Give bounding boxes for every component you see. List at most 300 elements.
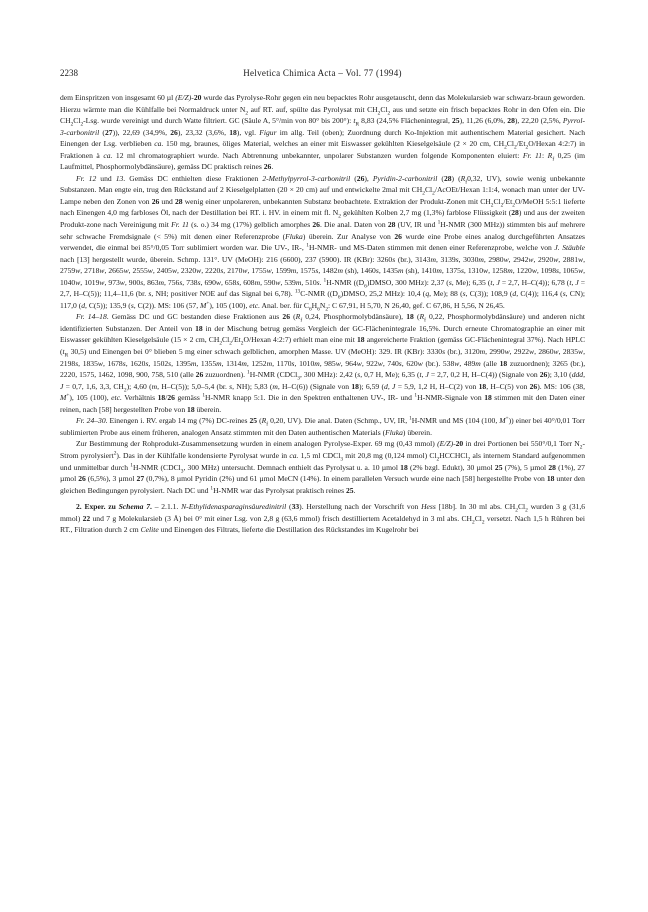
text-run: 26 [151, 196, 160, 206]
text-run: O/Hexan 4:2:7) in Fraktionen à [60, 139, 585, 160]
text-run: 2 [245, 110, 249, 117]
text-run: 18 [195, 323, 203, 333]
paragraph [60, 92, 585, 173]
text-run: ( [413, 312, 420, 322]
text-run: , 922 [361, 358, 378, 368]
text-run: 26 [312, 220, 320, 230]
text-run: Cl [380, 104, 388, 114]
text-run: 2 [240, 341, 244, 347]
text-run: , C(4)); 116,4 ( [516, 289, 563, 299]
text-run: – 2.1.1. [151, 502, 182, 512]
text-run: H-NMR- und MS-Daten stimmen mit denen einer Referenzprobe, welche von [308, 243, 555, 253]
text-run: 26 [282, 312, 290, 322]
text-run: / [165, 393, 168, 403]
text-run: , 1065 [558, 266, 579, 276]
text-run: , 973 [104, 277, 120, 287]
text-run: Fr. 24–30 [76, 416, 106, 426]
text-run: + [66, 392, 70, 399]
text-run: s [562, 289, 566, 299]
paragraph [60, 173, 585, 312]
text-run: 2 [80, 121, 84, 128]
running-title: Helvetica Chimica Acta – Vol. 77 (1994) [243, 68, 402, 78]
text-run: 2 [123, 387, 127, 394]
text-run: 20 [455, 439, 464, 449]
text-run: . [353, 485, 356, 495]
text-run: (0,7%), 8 µmol Pyridin (2%) und 61 µmol MeCN (14%). In einem parallelen Versuch wurde eine nach [58] hergestellte Probe von [144, 474, 547, 484]
text-run: w [528, 254, 534, 264]
text-run: gemäss [174, 393, 203, 403]
text-run: H-NMR (300 MHz)) stimmten bis auf mehrere sehr schwache Fremdsignale (< 5%) mit denen einer Referenzprobe ( [60, 220, 585, 241]
text-run: Fluka [285, 231, 303, 241]
text-run: R [261, 416, 267, 426]
text-run: , 756 [163, 277, 180, 287]
text-run: w [171, 266, 178, 276]
text-run: 18 [406, 312, 414, 322]
text-run: /Et [231, 335, 241, 345]
text-run: , 0,7 H, Me); 6,35 ( [360, 370, 420, 380]
text-run: 28 [511, 208, 519, 218]
text-run: w [99, 266, 105, 276]
text-run: Fr. 14–18 [76, 312, 107, 322]
text-run: 1 [130, 461, 133, 468]
text-run: 1 [437, 219, 441, 226]
text-run: 2 [387, 110, 391, 117]
text-run: 33 [291, 502, 300, 512]
text-run: 13 [294, 288, 301, 295]
text-run: s [398, 358, 402, 368]
text-run: 28 [443, 173, 452, 183]
text-run: und 7 g Molekularsieb (3 Å) bei 0° mit einer Lsg. von 2,8 g (63,6 mmol) frisch destilliertem Acetaldehyd in 3 ml abs. CH [90, 513, 473, 523]
text-run: /Et [503, 196, 513, 206]
text-run: . Gemäss DC und GC bestanden diese Fraktionen aus [106, 312, 283, 322]
text-run: s [236, 277, 240, 287]
text-run: 18 [484, 393, 492, 403]
text-run: Fr. 12 [76, 173, 97, 183]
text-run: - [453, 439, 456, 449]
text-run: s [460, 266, 464, 276]
text-run: s [291, 358, 295, 368]
text-run: auf RT. auf, spülte das Pyrolysat mit CH [248, 104, 378, 114]
text-run: 25 [249, 416, 258, 426]
text-run: s [145, 358, 149, 368]
text-run: 26 [356, 173, 365, 183]
text-run: 0,25 (im Laufmittel, Phosphormolybdänsäure), gemäss DC praktisch reines [60, 150, 585, 172]
text-run: , 2920 [533, 254, 554, 264]
text-run: , 658 [220, 277, 237, 287]
text-run: (br.). 538 [422, 358, 455, 368]
text-run: J [425, 370, 429, 380]
text-run: und Einengen des Filtrats, lieferte die Destillation des Rückstandes im Kugelrohr bei [158, 525, 419, 535]
text-run: (1%), 27 µmol [60, 462, 585, 484]
text-run: , 3139 [435, 254, 456, 264]
text-run: , 1314 [221, 358, 242, 368]
text-run: 2 [338, 213, 341, 220]
text-run: H-NMR-Signale von [417, 393, 485, 403]
text-run: w [417, 358, 423, 368]
text-run: , 1482 [318, 266, 338, 276]
text-run: , [571, 277, 576, 287]
text-run: , 1170 [272, 358, 292, 368]
text-run: 6 [308, 306, 312, 313]
text-run: ), 22,20 (2,5%, [514, 116, 563, 126]
text-run: ); 3,10 ( [547, 370, 572, 380]
text-run: , 3030 [458, 254, 479, 264]
text-run: t [569, 277, 572, 287]
text-run: , 2759 [60, 254, 586, 276]
text-run: 25 [451, 116, 460, 126]
text-run: m [475, 358, 481, 368]
text-run: s [168, 358, 172, 368]
text-run: 2 [113, 450, 117, 457]
text-run: C-NMR ((D [300, 289, 338, 299]
text-run: w [531, 266, 537, 276]
text-run: , H–C(5) von [486, 381, 530, 391]
text-run: m [254, 277, 261, 287]
paragraph [60, 311, 585, 415]
text-run: s [375, 266, 379, 276]
text-run: R [64, 352, 69, 359]
text-run: w [275, 277, 281, 287]
text-run: w [578, 266, 584, 276]
text-run: m [436, 266, 442, 276]
text-run: m [397, 266, 404, 276]
text-run: H-NMR knapp 5:1. Die in den Spektren enthaltenen UV-, IR- und [205, 393, 415, 403]
text-run: [18b]. In 30 ml abs. CH [435, 502, 516, 512]
text-run: , [583, 370, 585, 380]
text-run: s [229, 381, 233, 391]
text-run: wurde eine Probe eines analog durchgeführten Ansatzes verwendet, die einmal bei 85°/0,05 Torr sublimiert worden war. Die UV-, IR-, [60, 231, 585, 253]
text-run: (br.), 3120 [445, 347, 480, 357]
text-run: )DMSO, 300 MHz): 2,37 ( [366, 277, 449, 287]
text-run: m [272, 381, 278, 391]
text-run: , 1220 [512, 266, 532, 276]
text-run: Verhältnis [121, 393, 158, 403]
text-run: ( [286, 502, 292, 512]
text-run: 26 [394, 231, 402, 241]
text-run: 18 [478, 381, 487, 391]
text-run: , 1258 [488, 266, 508, 276]
text-run: , 1502 [148, 358, 169, 368]
text-run: w [504, 347, 510, 357]
text-run: , 690 [200, 277, 216, 287]
text-run: , 2320 [177, 266, 197, 276]
text-run: , 738 [182, 277, 198, 287]
text-run: w [553, 347, 559, 357]
text-run: w [75, 266, 81, 276]
text-run: (E/Z) [175, 93, 192, 102]
text-run: , 1355 [196, 358, 217, 368]
text-run: 28 [507, 116, 515, 126]
text-run: ( [290, 312, 296, 322]
text-run: H [311, 300, 318, 310]
text-run: w [99, 277, 105, 287]
text-run: ) ( [451, 173, 461, 183]
text-run: s [315, 266, 319, 276]
text-run: , 1252 [246, 358, 267, 368]
text-run: s [130, 300, 134, 310]
text-run: = 2,7, H–C(4)); 6,78 ( [499, 277, 570, 287]
text-run: -Strom pyrolysiert [60, 439, 585, 460]
text-run: t [353, 116, 356, 126]
text-run: ca. [154, 139, 164, 149]
text-run: d [81, 300, 86, 310]
text-run: . Gemäss DC enthielten diese Fraktionen [123, 173, 263, 183]
text-run: . [150, 502, 152, 512]
text-run: ), vgl. [236, 127, 260, 137]
text-run: überein. [194, 404, 222, 414]
text-run: 18 [400, 462, 408, 472]
text-run: , 2922 [509, 347, 530, 357]
text-run: , 1678 [102, 358, 123, 368]
text-run: ), 23,32 (3,6%, [177, 127, 230, 137]
text-run: 13 [115, 173, 124, 183]
text-run: m [216, 358, 222, 368]
text-run: 1,5 ml CDCl [298, 450, 341, 460]
text-run: 3 [297, 375, 300, 382]
text-run: w [529, 347, 535, 357]
page-header [60, 66, 585, 80]
text-run: 2 [504, 144, 507, 151]
text-run: wurde das Pyrolyse-Rohr gegen ein neu bepacktes Rohr ausgetauscht, denn das Molekularsieb war schwarz-braun geworden. Hierzu wärmte man die Kühlfalle bei Normaldruck unter N [60, 93, 586, 114]
text-run: , 740 [382, 358, 399, 368]
text-run: , 608 [239, 277, 255, 287]
text-run: 26 [195, 370, 204, 380]
text-run: wenig einer unpolareren, unbekannten Substanz beobachtete. Extraktion der Produkt-Zonen mit CH [182, 196, 491, 206]
text-run: , 2990 [485, 347, 505, 357]
text-run: Cl [517, 502, 526, 512]
text-run: : C 67,91, H 5,70, N 26,40, gef. C 67,86, H 5,56, N 26,45. [328, 300, 505, 310]
text-run: w [147, 266, 153, 276]
text-run: s [179, 277, 183, 287]
text-run: 150 mg, braunes, öliges Material, welches an einer mit Eiswasser gekühlten Kieselgelsäule (2 × 20 cm, CH [163, 139, 505, 149]
text-run: 0,32, UV), sowie wenig unbekannte Substanzen. Man engte ein, trug den Rückstand auf 2 Kieselgelplatten (20 × 20 cm) auf und entwickelte 2mal mit CH [60, 173, 586, 195]
text-run: m [290, 266, 297, 276]
text-run: , 300 MHz): 2,42 ( [300, 370, 358, 380]
text-run: 8,83 (24,5% Flächenintegral, [359, 116, 452, 126]
text-run: M [499, 416, 506, 426]
text-run: w [335, 358, 341, 368]
text-run: m [190, 358, 197, 368]
text-run: , CN); 117,0 ( [60, 289, 585, 310]
text-run: ). MS: 106 (38, [537, 381, 586, 391]
text-run: s [148, 289, 152, 299]
text-run: 3 [340, 456, 344, 463]
text-run: w [483, 266, 489, 276]
text-run: , 1040 [60, 266, 586, 287]
text-run: , 2942 [508, 254, 529, 264]
text-run: 18 [187, 404, 195, 414]
text-run: w [377, 358, 383, 368]
text-run: = 5,9, 1,2 H, H–C(2) von [395, 381, 479, 391]
text-run: J [60, 381, 64, 391]
text-run: w [242, 266, 248, 276]
text-run: 2. Exper. zu [76, 502, 119, 512]
text-run: M [200, 300, 207, 310]
text-run: 2-Methylpyrrol-3-carbonitril [262, 173, 351, 183]
text-run: Cl [493, 196, 501, 206]
text-run: J [575, 277, 579, 287]
text-run: , C(3)); 108,9 ( [465, 289, 513, 299]
paragraph [60, 415, 585, 438]
text-run: w [97, 358, 103, 368]
text-run: ( [257, 416, 262, 426]
text-run: 26 [78, 474, 86, 484]
text-run: s [316, 277, 320, 287]
text-run: m [314, 358, 320, 368]
text-run: 12 ml chromatographiert wurde. Nach Abtrennung unbekannter, unpolarer Substanzen wurden folgende Komponenten eluiert: [112, 150, 523, 160]
text-run: 1 [409, 415, 412, 422]
text-run: 1 [306, 242, 309, 249]
text-run: f [266, 421, 269, 428]
text-run: w [503, 254, 509, 264]
text-run: , NH); 5,83 ( [232, 381, 273, 391]
text-run: m [158, 277, 164, 287]
text-run: 18 [357, 335, 365, 345]
text-run: 27 [104, 127, 113, 137]
text-run: im allg. Teil (oben); Zuordnung durch Ko-Injektion mit authentischem Material gesichert. Nach Einengen der Lsg. verblieben [60, 127, 586, 149]
text-run: m [337, 266, 343, 276]
text-run: 2 [432, 190, 435, 197]
text-run: R [547, 150, 553, 160]
text-run: 2 [512, 202, 515, 209]
text-run: in drei Portionen bei 550°/0,1 Torr N [463, 439, 580, 449]
text-run: , [421, 370, 426, 380]
text-run: m [295, 277, 302, 287]
text-run: wurden 3 g (31,6 mmol) [60, 502, 586, 523]
text-run: m [479, 347, 486, 357]
text-run: . [271, 162, 274, 172]
text-run: , C(5)); 135,9 ( [85, 300, 131, 310]
text-run: w [215, 277, 221, 287]
text-run: Zur Bestimmung der Rohprodukt-Zusammensetzung wurden in einem analogen Pyrolyse-Exper. 69 mg (0,43 mmol) [76, 439, 438, 449]
text-run: ), [364, 173, 373, 183]
text-run: 2 [481, 519, 485, 526]
text-run: mit 20,8 mg (0,124 mmol) Cl [343, 450, 437, 460]
text-run: 6 [337, 294, 341, 301]
text-run: 1 [202, 392, 206, 399]
text-run: 2 [472, 519, 475, 526]
text-run: 6 [317, 306, 320, 313]
text-run: m [478, 254, 484, 264]
text-run: H-NMR war das Pyrolysat praktisch reines [213, 485, 346, 495]
text-run: (E/Z) [437, 439, 454, 449]
text-run: etc. [111, 393, 122, 403]
text-run: ), 105 (100), [69, 393, 112, 403]
text-run: m [241, 358, 247, 368]
text-run: (2% bzgl. Edukt), 30 µmol [407, 462, 495, 472]
text-run: , 2405 [152, 266, 172, 276]
text-run: , 2665 [104, 266, 124, 276]
text-run: 6 [364, 283, 367, 290]
text-run: H-NMR (CDCl [132, 462, 181, 472]
text-run: zuzuordnen). [203, 370, 248, 380]
text-run: = 2,7, 0,2 H, H–C(4)) (Signale von [428, 370, 540, 380]
text-run: O/Hexan 4:2:7) erhielt man eine mit [243, 335, 357, 345]
text-run: M [60, 393, 67, 403]
text-run: 2 [579, 444, 583, 451]
text-run: 2 [70, 121, 74, 128]
text-run: aus und setzte ein frisch bepacktes Rohr in den Ofen ein. Die CH [60, 104, 586, 126]
text-run: 26 [263, 162, 272, 172]
text-run: ) und aus der zweiten Produkt-zone nach Vereinigung mit [60, 208, 585, 230]
text-run: Cl [474, 513, 482, 523]
text-run: nach [13] hergestellt wurde, überein. Schmp. 131°. UV (MeOH): 216 (6600), 237 (5900). IR (KBr): 3260 [60, 254, 393, 264]
text-run: zuzuordnen); 3265 (br.), 2220, 1575, 1462, 1098, 900, 758, 510 (alle [60, 358, 586, 380]
text-run: , NH; positiver NOE auf das Signal bei 6,78). [151, 289, 295, 299]
text-run: HCCHCl [439, 450, 468, 460]
text-run: m [507, 266, 513, 276]
text-run: , C(2)). MS: 106 (57, [133, 300, 201, 310]
text-run: , 1395 [171, 358, 191, 368]
text-run: 18 [499, 358, 508, 368]
text-run: (6,5%), 3 µmol [85, 474, 137, 484]
text-run: , 1599 [271, 266, 291, 276]
text-run: Cl [506, 139, 514, 149]
text-run: s [442, 347, 446, 357]
text-run: , 2835 [558, 347, 579, 357]
text-run: unter den gleichen Bedingungen pyrolysiert. Nach DC und [60, 474, 585, 495]
text-run: , 300 MHz) untersucht. Demnach enthielt das Pyrolysat u. a. 10 µmol [183, 462, 401, 472]
text-run: 1 [247, 369, 250, 376]
text-run: (UV, IR und [395, 220, 438, 230]
text-run: 2 [515, 507, 518, 514]
text-run: und [96, 173, 116, 183]
text-run: = 0,7, 1,6, 3,3, CH [63, 381, 124, 391]
text-run: s [455, 254, 459, 264]
text-run: in der Mischung betrug gemäss Vergleich der GC-Flächenintegrale 16,5%. Durch erneute Chromatographie an einer mit Eiswasser gekühlten Kieselgelsäule (15 × 2 cm, CH [60, 323, 585, 345]
text-run: H-NMR ((D [326, 277, 365, 287]
text-run: t [490, 277, 493, 287]
text-run: )) einer bei 40°/0,01 Torr sublimierten Probe aus einem früheren, analogen Ansatz stimmten mit den Daten authentischen Materials ( [60, 416, 585, 437]
text-run: ); 6,59 ( [358, 381, 385, 391]
text-run: R [295, 312, 301, 322]
text-run: 2 [377, 110, 381, 117]
text-run: J [392, 381, 396, 391]
text-run: (7%), 5 µmol [502, 462, 549, 472]
text-run: s [357, 370, 361, 380]
text-run: . Einengen i. RV. ergab 14 mg (7%) DC-reines [105, 416, 250, 426]
text-run: , 620 [401, 358, 418, 368]
text-run: 2 [467, 456, 471, 463]
text-run: , Me); 88 ( [429, 289, 463, 299]
text-run: 26 [167, 393, 175, 403]
text-run: 27 [136, 474, 145, 484]
text-run: f [424, 317, 426, 324]
text-run: Cl [73, 116, 81, 126]
text-run: w [119, 277, 125, 287]
text-run: 2 [500, 202, 504, 209]
text-run: , 1098 [536, 266, 556, 276]
text-run: , 539 [280, 277, 296, 287]
text-run: ( [350, 173, 357, 183]
text-run: , H–C(6)) (Signale von [277, 381, 352, 391]
text-run: 2 [490, 202, 494, 209]
text-run: t [62, 347, 65, 357]
text-run: d [384, 381, 388, 391]
text-run: , 590 [260, 277, 276, 287]
text-run: N [319, 300, 326, 310]
text-run: , 900 [124, 277, 141, 287]
text-run: H-NMR und MS (104 (100, [411, 416, 500, 426]
text-run: , 1019 [80, 277, 100, 287]
text-run: 26 [529, 381, 538, 391]
text-run: 18 [546, 474, 555, 484]
text-run: + [505, 415, 509, 422]
text-run: (s. o.) 34 mg (17%) gelblich amorphes [188, 220, 313, 230]
text-run: w [356, 358, 362, 368]
text-run: 18 [157, 393, 166, 403]
text-run: s [75, 358, 79, 368]
